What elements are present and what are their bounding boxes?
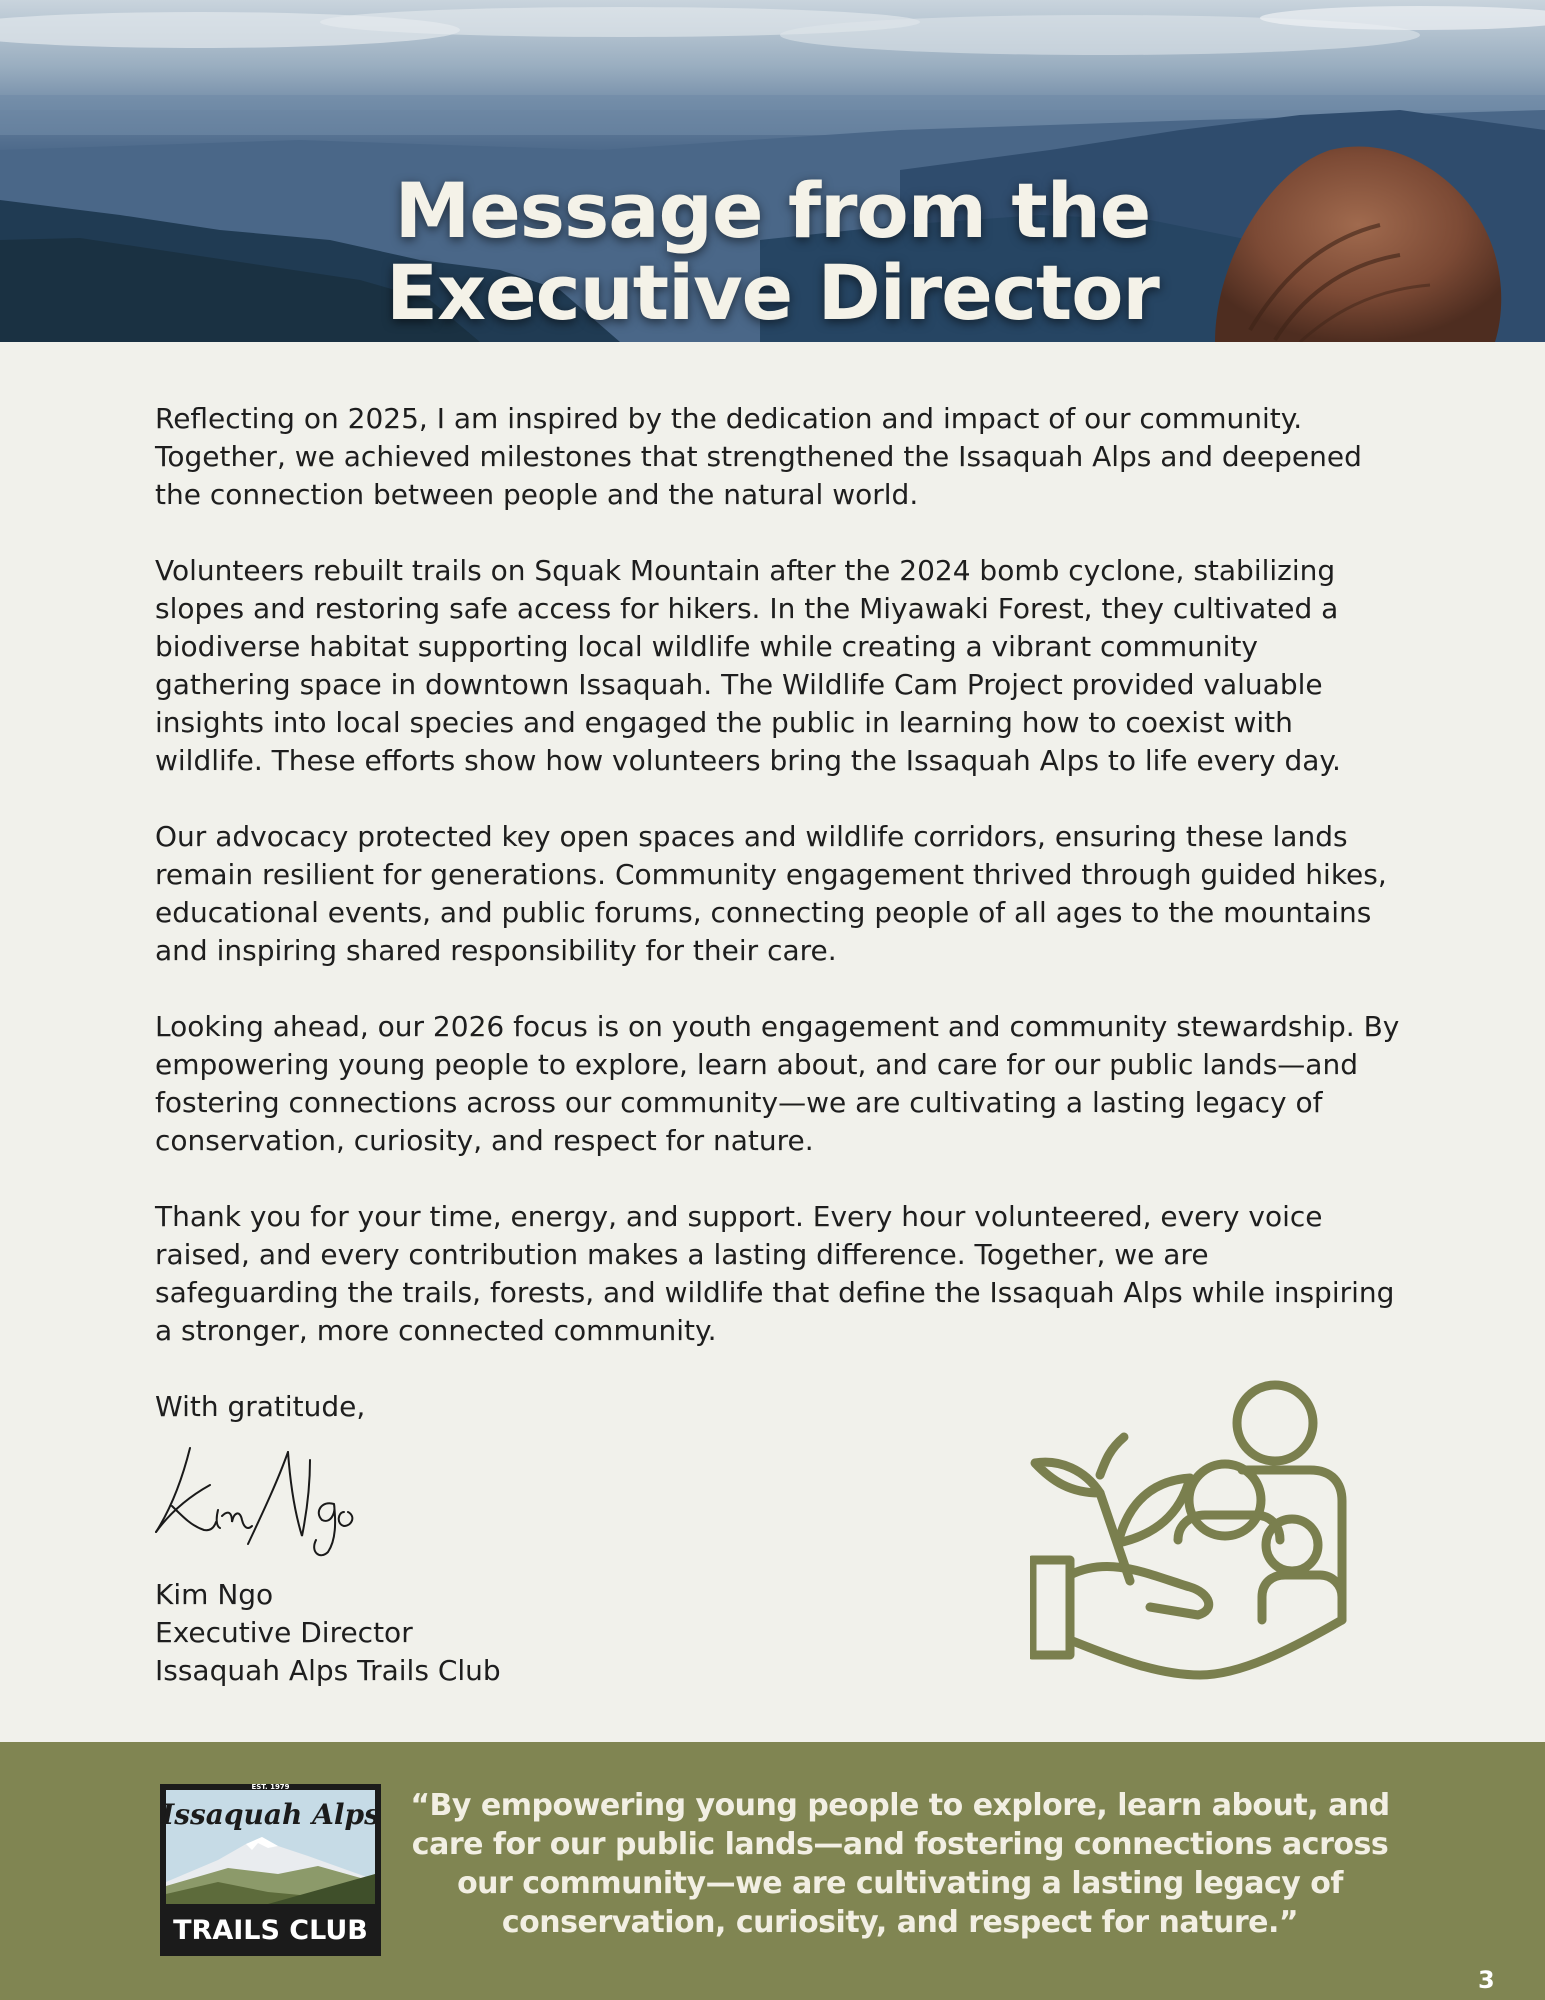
- letter-paragraph: Volunteers rebuilt trails on Squak Mountain after the 2024 bomb cyclone, stabilizing slopes and restoring safe access for hikers. In the Miyawaki Forest, they cultivated a biodiverse habitat supporting local wildlife while creating a vibrant community gathering space in downtown Issaquah. The Wildlife Cam Project provided valuable insights into local species and engaged the public in learning how to coexist with wildlife. These efforts show how volunteers bring the Issaquah Alps to life every day.: [155, 554, 1341, 777]
- signature-image: [152, 1440, 372, 1560]
- page-title: [0, 166, 1545, 337]
- letter-body: [155, 400, 1400, 1464]
- header-banner: [0, 0, 1545, 342]
- letter-paragraph: Reflecting on 2025, I am inspired by the dedication and impact of our community. Together, we achieved milestones that strengthened the Issaquah Alps and deepened the connection between people and the natural world.: [155, 402, 1362, 511]
- logo-est-text: EST. 1979: [251, 1783, 290, 1791]
- signer-organization: Issaquah Alps Trails Club: [155, 1654, 501, 1687]
- trails-club-logo: [158, 1782, 383, 1958]
- signer-title: Executive Director: [155, 1616, 413, 1649]
- logo-banner-text: TRAILS CLUB: [173, 1915, 368, 1946]
- community-care-icon: [1030, 1375, 1350, 1695]
- letter-paragraph: Looking ahead, our 2026 focus is on youth engagement and community stewardship. By empowering young people to explore, learn about, and care for our public lands—and fostering connections across our community—we are cultivating a lasting legacy of conservation, curiosity, and respect for nature.: [155, 1010, 1400, 1157]
- letter-paragraph: Our advocacy protected key open spaces and wildlife corridors, ensuring these lands remain resilient for generations. Community engagement thrived through guided hikes, educational events, and public forums, connecting people of all ages to the mountains and inspiring shared responsibility for their care.: [155, 820, 1387, 967]
- page-title-line-1: Message from the: [394, 166, 1151, 255]
- letter-paragraph: Thank you for your time, energy, and support. Every hour volunteered, every voice raised, and every contribution makes a lasting difference. Together, we are safeguarding the trails, forests, and wildlife that define the Issaquah Alps while inspiring a stronger, more connected community.: [155, 1200, 1395, 1347]
- signer-name: Kim Ngo: [155, 1578, 274, 1611]
- page-number: 3: [1478, 1966, 1495, 1994]
- pull-quote: “By empowering young people to explore, learn about, and care for our public lands—and fostering connections across our community—we are cultivating a lasting legacy of conservation, curiosity, and respect for nature.”: [410, 1788, 1390, 1940]
- logo-script-text: Issaquah Alps: [161, 1798, 380, 1831]
- page-title-line-2: Executive Director: [386, 248, 1159, 337]
- letter-closing: With gratitude,: [155, 1390, 366, 1423]
- signer-block: [155, 1576, 501, 1690]
